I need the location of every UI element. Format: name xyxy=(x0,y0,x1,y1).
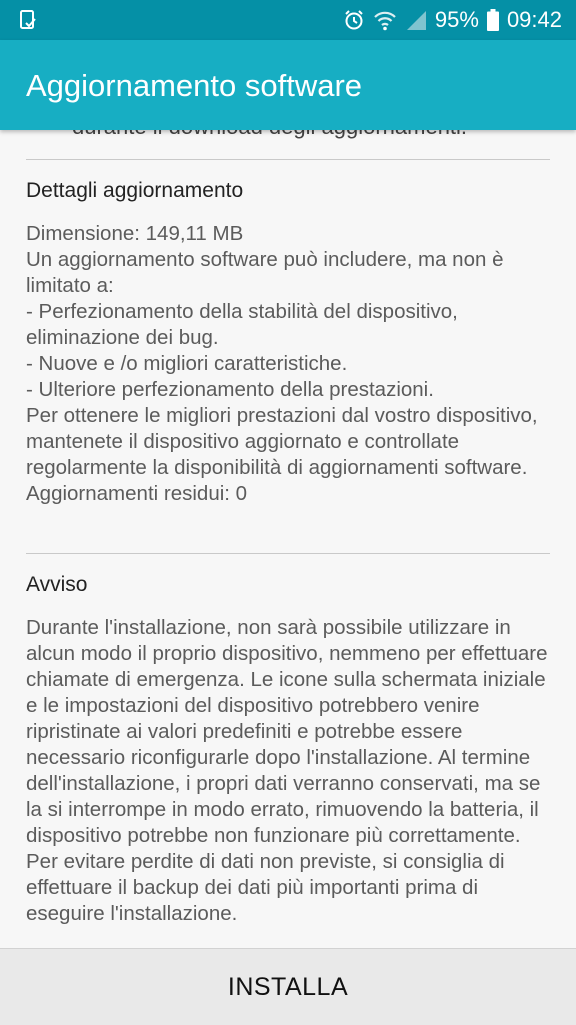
details-text: Dimensione: 149,11 MB Un aggiornamento software può includere, ma non è limitato a: - Perfezionamento della stabilità del dispositivo, eliminazione dei bug. - Nuove e /o migliori caratteristiche. - Ulteriore perfezionamento della prestazioni. Per ottenere le migliori prestazioni dal vostro dispositivo, mantenete il dispositivo aggiornato e controllate regolarmente la disponibilità di aggiornamenti software. Aggiornamenti residui: 0 xyxy=(26,222,538,505)
battery-icon xyxy=(487,9,499,31)
clock: 09:42 xyxy=(506,7,562,32)
notification-update-icon xyxy=(18,10,38,30)
status-icons xyxy=(343,0,562,40)
divider xyxy=(26,159,550,160)
details-section-title: Dettagli aggiornamento xyxy=(26,179,244,202)
battery-percent: 95% xyxy=(434,7,479,32)
page-title: Aggiornamento software xyxy=(26,68,363,103)
app-bar xyxy=(0,40,576,130)
bottom-bar xyxy=(0,948,576,1025)
warning-section-title: Avviso xyxy=(26,573,88,596)
scroll-content[interactable] xyxy=(0,130,576,948)
alarm-icon xyxy=(343,9,365,31)
divider xyxy=(26,553,550,554)
signal-icon xyxy=(405,9,427,31)
install-button[interactable]: INSTALLA xyxy=(222,972,354,1003)
wifi-icon xyxy=(373,9,397,31)
warning-text: Durante l'installazione, non sarà possibile utilizzare in alcun modo il proprio dispositivo, nemmeno per effettuare chiamate di emergenza. Le icone sulla schermata iniziale e le impostazioni del dispositivo potrebbero venire ripristinate ai valori predefiniti e potrebbe essere necessario riconfigurarle dopo l'installazione. Al termine dell'installazione, i propri dati verranno conservati, ma se la si interrompe in modo errato, rimuovendo la batteria, il dispositivo potrebbe non funzionare più correttamente. Per evitare perdite di dati non previste, si consiglia di effettuare il backup dei dati più importanti prima di eseguire l'installazione. xyxy=(26,616,548,925)
status-bar xyxy=(0,0,576,40)
